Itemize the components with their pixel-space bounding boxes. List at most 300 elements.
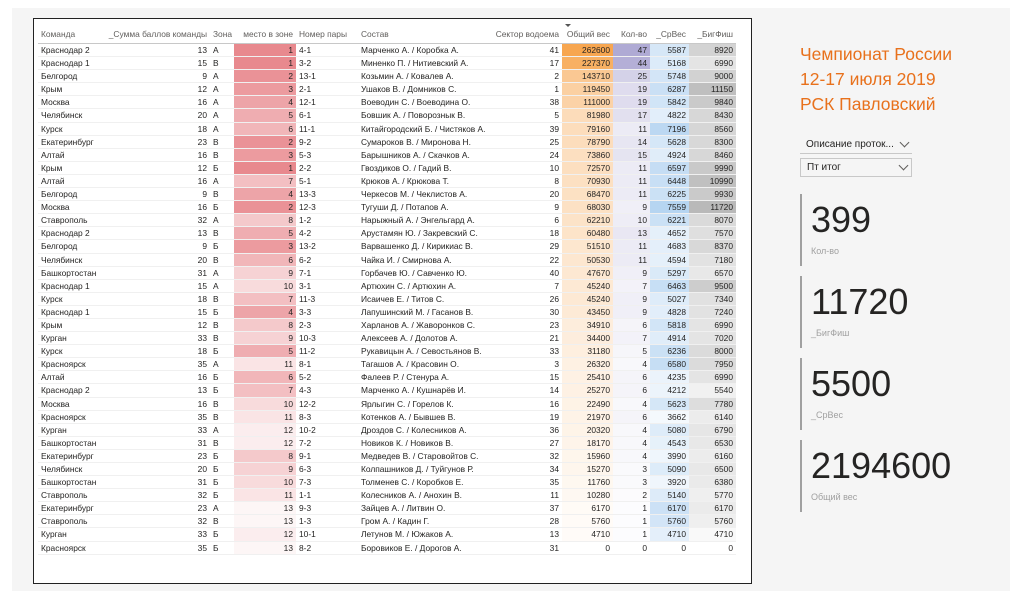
- cell-sector: 16: [549, 398, 559, 409]
- card-count: [800, 194, 992, 266]
- cell-roster: Новиков К. / Новиков В.: [361, 437, 454, 448]
- results-table-visual[interactable]: [33, 18, 752, 584]
- cell-sector: 7: [554, 280, 559, 291]
- cell-score: 31: [197, 477, 207, 488]
- cell-bigfish: 8300: [689, 135, 736, 148]
- cell-team: Башкортостан: [41, 437, 97, 448]
- cell-weight: 43450: [562, 305, 613, 318]
- cell-sector: 2: [554, 71, 559, 82]
- table-row[interactable]: [38, 358, 736, 371]
- cell-team: Ставрополь: [41, 490, 88, 501]
- cell-bigfish: 8460: [689, 148, 736, 161]
- cell-team: Екатеринбург: [41, 450, 94, 461]
- table-row[interactable]: [38, 449, 736, 462]
- cell-place: 8: [234, 214, 296, 227]
- result-slicer[interactable]: [800, 158, 912, 177]
- cell-roster: Фалеев Р. / Стенура А.: [361, 372, 450, 383]
- cell-bigfish: 7950: [689, 358, 736, 371]
- table-row[interactable]: [38, 318, 736, 331]
- cell-place: 11: [234, 410, 296, 423]
- cell-pair: 5-3: [299, 149, 312, 160]
- cell-zone: Б: [213, 477, 219, 488]
- table-body: [38, 44, 736, 555]
- cell-team: Белгород: [41, 189, 78, 200]
- cell-sector: 24: [549, 149, 559, 160]
- cell-zone: А: [213, 359, 219, 370]
- cell-weight: 11760: [562, 476, 613, 489]
- cell-place: 5: [234, 109, 296, 122]
- cell-zone: В: [213, 149, 219, 160]
- cell-count: 9: [613, 292, 650, 305]
- table-row[interactable]: [38, 397, 736, 410]
- cell-weight: 34400: [562, 332, 613, 345]
- cell-zone: Б: [213, 162, 219, 173]
- col-header-avg[interactable]: _СрВес: [650, 24, 689, 44]
- cell-count: 9: [613, 201, 650, 214]
- chevron-down-icon[interactable]: [899, 161, 909, 171]
- cell-team: Курск: [41, 346, 63, 357]
- cell-avg: 5080: [650, 423, 689, 436]
- table-row[interactable]: [38, 57, 736, 70]
- cell-pair: 12-2: [299, 398, 316, 409]
- cell-weight: 4710: [562, 528, 613, 541]
- cell-weight: 111000: [562, 96, 613, 109]
- cell-sector: 21: [549, 333, 559, 344]
- cell-place: 2: [234, 201, 296, 214]
- table-row[interactable]: [38, 201, 736, 214]
- cell-count: 15: [613, 148, 650, 161]
- cell-place: 12: [234, 423, 296, 436]
- cell-pair: 9-2: [299, 136, 312, 147]
- cell-team: Москва: [41, 398, 70, 409]
- cell-avg: 4212: [650, 384, 689, 397]
- cell-sector: 28: [549, 516, 559, 527]
- cell-avg: 5140: [650, 489, 689, 502]
- col-header-team[interactable]: Команда: [38, 24, 100, 44]
- table-row[interactable]: [38, 502, 736, 515]
- cell-avg: 5027: [650, 292, 689, 305]
- cell-bigfish: 6790: [689, 423, 736, 436]
- table-row[interactable]: [38, 384, 736, 397]
- table-row[interactable]: [38, 96, 736, 109]
- table-row[interactable]: [38, 214, 736, 227]
- cell-avg: 4924: [650, 148, 689, 161]
- cell-team: Краснодар 2: [41, 45, 90, 55]
- table-row[interactable]: [38, 70, 736, 83]
- cell-weight: 73860: [562, 148, 613, 161]
- cell-place: 10: [234, 476, 296, 489]
- cell-count: 4: [613, 449, 650, 462]
- cell-avg: 4914: [650, 332, 689, 345]
- cell-roster: Исаичев Е. / Титов С.: [361, 293, 445, 304]
- description-slicer-value: Описание проток...: [806, 139, 894, 150]
- cell-count: 4: [613, 436, 650, 449]
- cell-bigfish: 7570: [689, 227, 736, 240]
- cell-score: 23: [197, 136, 207, 147]
- cell-place: 2: [234, 135, 296, 148]
- cell-sector: 36: [549, 424, 559, 435]
- cell-pair: 7-2: [299, 437, 312, 448]
- cell-weight: 25410: [562, 371, 613, 384]
- cell-count: 3: [613, 476, 650, 489]
- cell-count: 47: [613, 44, 650, 57]
- cell-pair: 3-3: [299, 306, 312, 317]
- cell-score: 20: [197, 464, 207, 474]
- card-bigfish-label: _БигФиш: [811, 328, 850, 338]
- cell-roster: Колесников А. / Анохин В.: [361, 490, 462, 501]
- cell-roster: Бовшик А. / Поворознык В.: [361, 110, 466, 121]
- cell-sector: 9: [554, 202, 559, 213]
- cell-pair: 1-1: [299, 490, 312, 501]
- cell-roster: Рукавицын А. / Севостьянов В.: [361, 346, 482, 357]
- cell-bigfish: 11720: [689, 201, 736, 214]
- cell-avg: 7196: [650, 122, 689, 135]
- cell-sector: 32: [549, 450, 559, 461]
- cell-zone: А: [213, 123, 219, 134]
- cell-place: 1: [234, 57, 296, 70]
- cell-team: Курган: [41, 424, 67, 435]
- cell-weight: 25270: [562, 384, 613, 397]
- col-header-pair[interactable]: Номер пары: [296, 24, 358, 44]
- cell-bigfish: 8070: [689, 214, 736, 227]
- cell-roster: Артюхин С. / Артюхин А.: [361, 280, 457, 291]
- cell-roster: Сумароков В. / Миронова Н.: [361, 136, 471, 147]
- cell-roster: Толменев С. / Коробков Е.: [361, 477, 464, 488]
- result-slicer-value: Пт итог: [807, 162, 841, 173]
- table-row[interactable]: [38, 174, 736, 187]
- cell-count: 17: [613, 109, 650, 122]
- cell-score: 16: [197, 97, 207, 108]
- table-row[interactable]: [38, 332, 736, 345]
- cell-avg: 4235: [650, 371, 689, 384]
- cell-avg: 4822: [650, 109, 689, 122]
- table-row[interactable]: [38, 240, 736, 253]
- cell-sector: 19: [549, 411, 559, 422]
- cell-team: Челябинск: [41, 110, 83, 121]
- cell-roster: Гром А. / Кадин Г.: [361, 516, 430, 527]
- cell-team: Ставрополь: [41, 215, 88, 226]
- cell-score: 16: [197, 372, 207, 383]
- cell-sector: 20: [549, 189, 559, 200]
- cell-team: Курган: [41, 333, 67, 344]
- cell-team: Крым: [41, 84, 63, 95]
- cell-zone: А: [213, 175, 219, 186]
- cell-weight: 15270: [562, 463, 613, 476]
- cell-zone: Б: [213, 306, 219, 317]
- cell-roster: Гвоздиков О. / Гадий В.: [361, 162, 452, 173]
- cell-weight: 6170: [562, 502, 613, 515]
- cell-zone: В: [213, 293, 219, 304]
- cell-roster: Боровиков Е. / Дорогов А.: [361, 542, 462, 553]
- cell-zone: Б: [213, 241, 219, 252]
- card-count-value: 399: [811, 199, 872, 240]
- cell-pair: 8-2: [299, 542, 312, 553]
- cell-count: 14: [613, 135, 650, 148]
- card-avg-weight-label: _СрВес: [811, 410, 844, 420]
- cell-sector: 3: [554, 359, 559, 370]
- cell-sector: 17: [549, 58, 559, 69]
- cell-roster: Лапушинский М. / Гасанов В.: [361, 306, 474, 317]
- table-row[interactable]: [38, 528, 736, 541]
- cell-place: 3: [234, 83, 296, 96]
- table-row[interactable]: [38, 436, 736, 449]
- cell-sector: 35: [549, 477, 559, 488]
- cell-zone: А: [213, 45, 219, 55]
- cell-score: 13: [197, 385, 207, 396]
- col-header-count[interactable]: Кол-во: [613, 24, 650, 44]
- cell-bigfish: 8560: [689, 122, 736, 135]
- cell-weight: 51510: [562, 240, 613, 253]
- table-row[interactable]: [38, 305, 736, 318]
- cell-count: 11: [613, 188, 650, 201]
- cell-sector: 38: [549, 97, 559, 108]
- cell-weight: 34910: [562, 318, 613, 331]
- cell-team: Башкортостан: [41, 267, 97, 278]
- cell-avg: 4710: [650, 528, 689, 541]
- col-header-weight[interactable]: Общий вес: [562, 24, 613, 44]
- cell-roster: Марченко А. / Коробка А.: [361, 45, 459, 55]
- cell-weight: 0: [605, 542, 610, 553]
- table-row[interactable]: [38, 83, 736, 96]
- table-row[interactable]: [38, 476, 736, 489]
- cell-place: 7: [234, 174, 296, 187]
- cell-bigfish: 9930: [689, 188, 736, 201]
- cell-score: 35: [197, 542, 207, 553]
- cell-score: 33: [197, 333, 207, 344]
- cell-team: Екатеринбург: [41, 503, 94, 514]
- cell-avg: 6225: [650, 188, 689, 201]
- cell-pair: 7-1: [299, 267, 312, 278]
- cell-avg: 6597: [650, 161, 689, 174]
- table-row[interactable]: [38, 148, 736, 161]
- table-row[interactable]: [38, 266, 736, 279]
- cell-team: Белгород: [41, 241, 78, 252]
- table-row[interactable]: [38, 345, 736, 358]
- cell-sector: 13: [549, 529, 559, 540]
- cell-sector: 8: [554, 175, 559, 186]
- col-header-zone[interactable]: Зона: [210, 24, 234, 44]
- table-row[interactable]: [38, 463, 736, 476]
- cell-roster: Варвашенко Д. / Кирикиас В.: [361, 241, 473, 252]
- col-header-sector[interactable]: Сектор водоема: [492, 24, 562, 44]
- cell-pair: 4-2: [299, 228, 312, 239]
- table-row[interactable]: [38, 109, 736, 122]
- cell-weight: 81980: [562, 109, 613, 122]
- card-total-weight-value: 2194600: [811, 445, 952, 486]
- cell-zone: А: [213, 215, 219, 226]
- cell-score: 18: [197, 123, 207, 134]
- cell-count: 9: [613, 266, 650, 279]
- cell-count: 6: [613, 371, 650, 384]
- cell-pair: 6-2: [299, 254, 312, 265]
- cell-weight: 20320: [562, 423, 613, 436]
- cell-bigfish: 9840: [689, 96, 736, 109]
- cell-count: 44: [613, 57, 650, 70]
- table-row[interactable]: [38, 135, 736, 148]
- cell-weight: 21970: [562, 410, 613, 423]
- cell-score: 18: [197, 346, 207, 357]
- cell-place: 9: [234, 266, 296, 279]
- table-row[interactable]: [38, 371, 736, 384]
- cell-place: 12: [234, 528, 296, 541]
- cell-count: 6: [613, 384, 650, 397]
- cell-place: 5: [234, 227, 296, 240]
- cell-count: 6: [613, 318, 650, 331]
- cell-bigfish: 6990: [689, 57, 736, 70]
- cell-place: 10: [234, 397, 296, 410]
- cell-count: 7: [613, 332, 650, 345]
- card-bigfish-value: 11720: [811, 281, 909, 322]
- cell-place: 13: [234, 502, 296, 515]
- table-row[interactable]: [38, 122, 736, 135]
- cell-pair: 9-3: [299, 503, 312, 514]
- table-row[interactable]: [38, 541, 736, 554]
- cell-team: Красноярск: [41, 411, 86, 422]
- cell-team: Крым: [41, 319, 63, 330]
- table-row[interactable]: [38, 253, 736, 266]
- cell-score: 9: [202, 189, 207, 200]
- cell-avg: 3990: [650, 449, 689, 462]
- cell-pair: 2-3: [299, 319, 312, 330]
- cell-sector: 37: [549, 503, 559, 514]
- cell-place: 11: [234, 358, 296, 371]
- cell-sector: 25: [549, 136, 559, 147]
- cell-score: 32: [197, 490, 207, 501]
- cell-avg: 7559: [650, 201, 689, 214]
- table-row[interactable]: [38, 423, 736, 436]
- cell-count: 4: [613, 358, 650, 371]
- title-line-2: 12-17 июля 2019: [800, 69, 936, 89]
- table-row[interactable]: [38, 515, 736, 528]
- cell-team: Краснодар 1: [41, 306, 90, 317]
- cell-place: 10: [234, 279, 296, 292]
- cell-zone: Б: [213, 202, 219, 213]
- cell-weight: 26320: [562, 358, 613, 371]
- cell-weight: 50530: [562, 253, 613, 266]
- cell-pair: 4-3: [299, 385, 312, 396]
- cell-zone: А: [213, 84, 219, 95]
- col-header-bigfish[interactable]: _БигФиш: [689, 24, 736, 44]
- cell-score: 12: [197, 162, 207, 173]
- col-header-place[interactable]: место в зоне: [234, 24, 296, 44]
- cell-team: Алтай: [41, 175, 65, 186]
- cell-score: 16: [197, 149, 207, 160]
- cell-pair: 11-2: [299, 346, 316, 357]
- cell-pair: 12-3: [299, 202, 316, 213]
- cell-weight: 5760: [562, 515, 613, 528]
- cell-weight: 262600: [562, 44, 613, 57]
- cell-pair: 13-3: [299, 189, 316, 200]
- cell-weight: 68470: [562, 188, 613, 201]
- table-row[interactable]: [38, 44, 736, 57]
- cell-zone: Б: [213, 450, 219, 461]
- cell-sector: 26: [549, 293, 559, 304]
- cell-count: 6: [613, 410, 650, 423]
- table-row[interactable]: [38, 279, 736, 292]
- cell-team: Краснодар 2: [41, 228, 90, 239]
- cell-bigfish: 6530: [689, 436, 736, 449]
- cell-count: 2: [613, 489, 650, 502]
- cell-score: 16: [197, 202, 207, 213]
- cell-place: 6: [234, 253, 296, 266]
- cell-score: 12: [197, 84, 207, 95]
- cell-sector: 30: [549, 306, 559, 317]
- cell-pair: 11-1: [299, 123, 316, 134]
- table-row[interactable]: [38, 410, 736, 423]
- cell-sector: 18: [549, 228, 559, 239]
- cell-avg: 6448: [650, 174, 689, 187]
- cell-count: 11: [613, 253, 650, 266]
- cell-score: 32: [197, 215, 207, 226]
- cell-score: 20: [197, 110, 207, 121]
- cell-weight: 22490: [562, 397, 613, 410]
- table-row[interactable]: [38, 292, 736, 305]
- cell-bigfish: 6500: [689, 463, 736, 476]
- cell-zone: Б: [213, 542, 219, 553]
- col-header-score[interactable]: _Сумма баллов команды: [100, 24, 210, 44]
- description-slicer[interactable]: [800, 136, 912, 154]
- cell-avg: 3920: [650, 476, 689, 489]
- cell-roster: Марченко А. / Кушнарёв И.: [361, 385, 466, 396]
- cell-count: 10: [613, 214, 650, 227]
- cell-score: 13: [197, 228, 207, 239]
- cell-avg: 5628: [650, 135, 689, 148]
- table-row[interactable]: [38, 161, 736, 174]
- cell-bigfish: 9000: [689, 70, 736, 83]
- cell-count: 3: [613, 463, 650, 476]
- title-line-1: Чемпионат России: [800, 44, 952, 64]
- table-row[interactable]: [38, 227, 736, 240]
- cell-zone: В: [213, 136, 219, 147]
- cell-score: 18: [197, 293, 207, 304]
- cell-team: Красноярск: [41, 359, 86, 370]
- cell-place: 8: [234, 318, 296, 331]
- cell-pair: 6-1: [299, 110, 312, 121]
- cell-pair: 7-3: [299, 477, 312, 488]
- cell-team: Курган: [41, 529, 67, 540]
- cell-sector: 41: [549, 45, 559, 55]
- cell-count: 11: [613, 240, 650, 253]
- cell-avg: 6463: [650, 279, 689, 292]
- cell-roster: Миненко П. / Нитиевский А.: [361, 58, 469, 69]
- cell-zone: Б: [213, 490, 219, 501]
- cell-roster: Котенков А. / Бывшев В.: [361, 411, 456, 422]
- cell-zone: В: [213, 437, 219, 448]
- table-row[interactable]: [38, 489, 736, 502]
- cell-pair: 1-3: [299, 516, 312, 527]
- card-bigfish: [800, 276, 992, 348]
- cell-zone: В: [213, 189, 219, 200]
- table-row[interactable]: [38, 188, 736, 201]
- cell-team: Краснодар 1: [41, 58, 90, 69]
- cell-place: 9: [234, 463, 296, 476]
- cell-team: Краснодар 1: [41, 280, 90, 291]
- col-header-roster[interactable]: Состав: [358, 24, 492, 44]
- cell-place: 4: [234, 96, 296, 109]
- cell-count: 19: [613, 96, 650, 109]
- cell-sector: 1: [554, 84, 559, 95]
- cell-count: 7: [613, 279, 650, 292]
- cell-pair: 8-3: [299, 411, 312, 422]
- cell-avg: 5090: [650, 463, 689, 476]
- cell-avg: 4652: [650, 227, 689, 240]
- cell-avg: 5760: [650, 515, 689, 528]
- cell-roster: Черкесов М. / Чеклистов А.: [361, 189, 468, 200]
- cell-weight: 68030: [562, 201, 613, 214]
- card-avg-weight: [800, 358, 992, 430]
- cell-avg: 6580: [650, 358, 689, 371]
- chevron-down-icon[interactable]: [900, 138, 910, 148]
